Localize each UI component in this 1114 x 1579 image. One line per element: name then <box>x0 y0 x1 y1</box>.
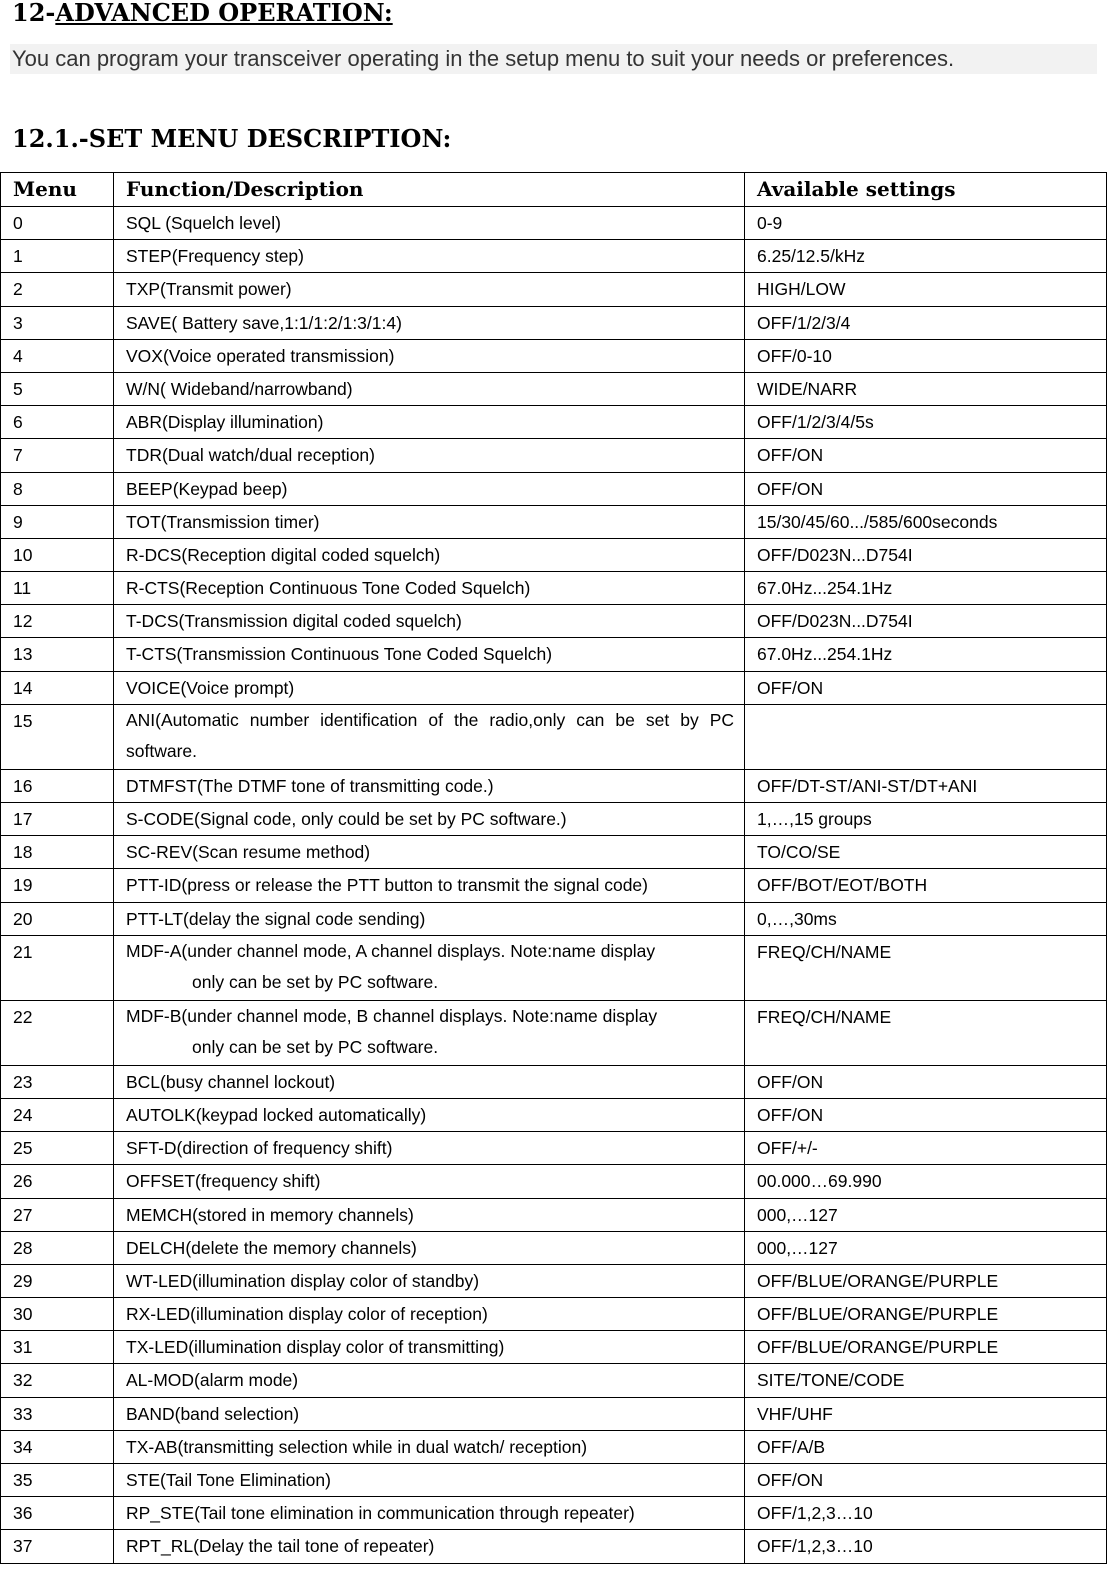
header-available-settings: Available settings <box>745 173 1107 207</box>
cell-menu-number: 20 <box>1 902 114 935</box>
cell-menu-number: 9 <box>1 505 114 538</box>
cell-available-settings: SITE/TONE/CODE <box>745 1364 1107 1397</box>
cell-available-settings: OFF/1,2,3…10 <box>745 1497 1107 1530</box>
cell-available-settings: 67.0Hz...254.1Hz <box>745 638 1107 671</box>
cell-function-description: WT-LED(illumination display color of standby) <box>114 1264 745 1297</box>
cell-available-settings: OFF/BLUE/ORANGE/PURPLE <box>745 1298 1107 1331</box>
cell-function-description: BAND(band selection) <box>114 1397 745 1430</box>
cell-function-description: AL-MOD(alarm mode) <box>114 1364 745 1397</box>
cell-menu-number: 33 <box>1 1397 114 1430</box>
cell-function-description: BCL(busy channel lockout) <box>114 1065 745 1098</box>
cell-available-settings: 6.25/12.5/kHz <box>745 240 1107 273</box>
cell-available-settings: 15/30/45/60.../585/600seconds <box>745 505 1107 538</box>
table-row <box>1 704 1107 769</box>
cell-menu-number: 14 <box>1 671 114 704</box>
cell-available-settings: 00.000…69.990 <box>745 1165 1107 1198</box>
table-row <box>1 1132 1107 1165</box>
cell-available-settings: OFF/ON <box>745 439 1107 472</box>
cell-function-description: TDR(Dual watch/dual reception) <box>114 439 745 472</box>
table-row <box>1 406 1107 439</box>
table-row <box>1 1098 1107 1131</box>
cell-function-description: OFFSET(frequency shift) <box>114 1165 745 1198</box>
table-row <box>1 472 1107 505</box>
cell-function-description: BEEP(Keypad beep) <box>114 472 745 505</box>
description-line: MDF-B(under channel mode, B channel displays. Note:name display <box>126 1005 658 1026</box>
cell-function-description: PTT-LT(delay the signal code sending) <box>114 902 745 935</box>
table-row <box>1 803 1107 836</box>
cell-function-description: RPT_RL(Delay the tail tone of repeater) <box>114 1530 745 1563</box>
table-row <box>1 572 1107 605</box>
cell-menu-number: 11 <box>1 572 114 605</box>
section-heading <box>12 0 393 26</box>
cell-available-settings: OFF/1/2/3/4 <box>745 306 1107 339</box>
cell-function-description: TXP(Transmit power) <box>114 273 745 306</box>
cell-function-description: TX-LED(illumination display color of transmitting) <box>114 1331 745 1364</box>
table-row <box>1 339 1107 372</box>
cell-function-description: VOX(Voice operated transmission) <box>114 339 745 372</box>
cell-menu-number: 27 <box>1 1198 114 1231</box>
cell-function-description: STE(Tail Tone Elimination) <box>114 1464 745 1497</box>
cell-menu-number: 0 <box>1 207 114 240</box>
cell-menu-number: 8 <box>1 472 114 505</box>
cell-available-settings: OFF/BLUE/ORANGE/PURPLE <box>745 1264 1107 1297</box>
table-row <box>1 1497 1107 1530</box>
table-row <box>1 1000 1107 1065</box>
cell-available-settings: FREQ/CH/NAME <box>745 1000 1107 1065</box>
cell-menu-number: 36 <box>1 1497 114 1530</box>
header-menu: Menu <box>1 173 114 207</box>
cell-menu-number: 34 <box>1 1430 114 1463</box>
cell-menu-number: 3 <box>1 306 114 339</box>
table-row <box>1 769 1107 802</box>
cell-available-settings: VHF/UHF <box>745 1397 1107 1430</box>
cell-menu-number: 22 <box>1 1000 114 1065</box>
table-row <box>1 372 1107 405</box>
table-row <box>1 605 1107 638</box>
cell-menu-number: 35 <box>1 1464 114 1497</box>
cell-available-settings: OFF/ON <box>745 1464 1107 1497</box>
table-row <box>1 836 1107 869</box>
cell-menu-number: 2 <box>1 273 114 306</box>
cell-available-settings: OFF/D023N...D754I <box>745 538 1107 571</box>
table-row <box>1 1397 1107 1430</box>
cell-menu-number: 24 <box>1 1098 114 1131</box>
table-row <box>1 207 1107 240</box>
header-function-description: Function/Description <box>114 173 745 207</box>
cell-function-description: T-CTS(Transmission Continuous Tone Coded Squelch) <box>114 638 745 671</box>
description-continuation: only can be set by PC software. <box>192 971 439 992</box>
cell-menu-number: 23 <box>1 1065 114 1098</box>
section-number: 12- <box>12 0 56 27</box>
cell-available-settings: WIDE/NARR <box>745 372 1107 405</box>
cell-menu-number: 1 <box>1 240 114 273</box>
table-row <box>1 671 1107 704</box>
cell-function-description: S-CODE(Signal code, only could be set by PC software.) <box>114 803 745 836</box>
table-row <box>1 538 1107 571</box>
cell-available-settings: OFF/DT-ST/ANI-ST/DT+ANI <box>745 769 1107 802</box>
cell-menu-number: 26 <box>1 1165 114 1198</box>
description-continuation: only can be set by PC software. <box>192 1036 439 1057</box>
table-row <box>1 1065 1107 1098</box>
table-row <box>1 273 1107 306</box>
cell-menu-number: 4 <box>1 339 114 372</box>
cell-available-settings: 0-9 <box>745 207 1107 240</box>
cell-function-description: STEP(Frequency step) <box>114 240 745 273</box>
cell-function-description: TOT(Transmission timer) <box>114 505 745 538</box>
cell-menu-number: 19 <box>1 869 114 902</box>
cell-function-description: ABR(Display illumination) <box>114 406 745 439</box>
cell-available-settings: TO/CO/SE <box>745 836 1107 869</box>
table-row <box>1 1264 1107 1297</box>
cell-menu-number: 18 <box>1 836 114 869</box>
cell-available-settings: OFF/1/2/3/4/5s <box>745 406 1107 439</box>
cell-menu-number: 31 <box>1 1331 114 1364</box>
cell-function-description: W/N( Wideband/narrowband) <box>114 372 745 405</box>
cell-function-description <box>114 1000 745 1065</box>
table-row <box>1 1464 1107 1497</box>
cell-function-description: RP_STE(Tail tone elimination in communication through repeater) <box>114 1497 745 1530</box>
cell-available-settings: 67.0Hz...254.1Hz <box>745 572 1107 605</box>
cell-available-settings: OFF/0-10 <box>745 339 1107 372</box>
cell-menu-number: 25 <box>1 1132 114 1165</box>
cell-available-settings: OFF/BOT/EOT/BOTH <box>745 869 1107 902</box>
table-row <box>1 439 1107 472</box>
cell-available-settings: HIGH/LOW <box>745 273 1107 306</box>
table-row <box>1 902 1107 935</box>
section-title: ADVANCED OPERATION: <box>55 0 393 27</box>
cell-menu-number: 21 <box>1 935 114 1000</box>
cell-menu-number: 28 <box>1 1231 114 1264</box>
cell-available-settings: 000,…127 <box>745 1198 1107 1231</box>
cell-menu-number: 6 <box>1 406 114 439</box>
cell-available-settings: OFF/D023N...D754I <box>745 605 1107 638</box>
table-row <box>1 1165 1107 1198</box>
cell-menu-number: 17 <box>1 803 114 836</box>
cell-available-settings: OFF/A/B <box>745 1430 1107 1463</box>
cell-function-description: MEMCH(stored in memory channels) <box>114 1198 745 1231</box>
table-row <box>1 935 1107 1000</box>
cell-available-settings: OFF/BLUE/ORANGE/PURPLE <box>745 1331 1107 1364</box>
cell-available-settings: 0,…,30ms <box>745 902 1107 935</box>
cell-available-settings: OFF/ON <box>745 1098 1107 1131</box>
description-line: MDF-A(under channel mode, A channel displays. Note:name display <box>126 940 656 961</box>
cell-menu-number: 37 <box>1 1530 114 1563</box>
table-row <box>1 1298 1107 1331</box>
table-row <box>1 1231 1107 1264</box>
cell-function-description: TX-AB(transmitting selection while in dual watch/ reception) <box>114 1430 745 1463</box>
table-row <box>1 1430 1107 1463</box>
cell-menu-number: 30 <box>1 1298 114 1331</box>
cell-available-settings: FREQ/CH/NAME <box>745 935 1107 1000</box>
cell-available-settings: OFF/+/- <box>745 1132 1107 1165</box>
cell-available-settings: 000,…127 <box>745 1231 1107 1264</box>
intro-text: You can program your transceiver operating in the setup menu to suit your needs or preferences. <box>10 44 1097 74</box>
cell-available-settings: OFF/1,2,3…10 <box>745 1530 1107 1563</box>
cell-function-description: SFT-D(direction of frequency shift) <box>114 1132 745 1165</box>
table-row <box>1 638 1107 671</box>
cell-available-settings: OFF/ON <box>745 1065 1107 1098</box>
table-row <box>1 1331 1107 1364</box>
cell-function-description: SC-REV(Scan resume method) <box>114 836 745 869</box>
cell-available-settings: 1,…,15 groups <box>745 803 1107 836</box>
table-row <box>1 240 1107 273</box>
cell-menu-number: 10 <box>1 538 114 571</box>
cell-menu-number: 7 <box>1 439 114 472</box>
cell-menu-number: 29 <box>1 1264 114 1297</box>
cell-function-description: SQL (Squelch level) <box>114 207 745 240</box>
cell-menu-number: 15 <box>1 704 114 769</box>
cell-function-description: SAVE( Battery save,1:1/1:2/1:3/1:4) <box>114 306 745 339</box>
cell-function-description: PTT-ID(press or release the PTT button to transmit the signal code) <box>114 869 745 902</box>
set-menu-table <box>0 172 1107 1564</box>
cell-function-description: RX-LED(illumination display color of reception) <box>114 1298 745 1331</box>
cell-available-settings: OFF/ON <box>745 472 1107 505</box>
table-row <box>1 1364 1107 1397</box>
table-row <box>1 1530 1107 1563</box>
table-row <box>1 1198 1107 1231</box>
cell-available-settings <box>745 704 1107 769</box>
cell-function-description <box>114 935 745 1000</box>
cell-function-description: R-CTS(Reception Continuous Tone Coded Squelch) <box>114 572 745 605</box>
subsection-heading: 12.1.-SET MENU DESCRIPTION: <box>12 124 452 153</box>
table-header-row <box>1 173 1107 207</box>
cell-available-settings: OFF/ON <box>745 671 1107 704</box>
cell-function-description: VOICE(Voice prompt) <box>114 671 745 704</box>
table-row <box>1 505 1107 538</box>
cell-menu-number: 32 <box>1 1364 114 1397</box>
table-row <box>1 306 1107 339</box>
cell-function-description: DELCH(delete the memory channels) <box>114 1231 745 1264</box>
table-body <box>1 207 1107 1564</box>
cell-menu-number: 12 <box>1 605 114 638</box>
cell-function-description: T-DCS(Transmission digital coded squelch) <box>114 605 745 638</box>
cell-function-description: AUTOLK(keypad locked automatically) <box>114 1098 745 1131</box>
cell-function-description: DTMFST(The DTMF tone of transmitting code.) <box>114 769 745 802</box>
cell-function-description: R-DCS(Reception digital coded squelch) <box>114 538 745 571</box>
cell-function-description: ANI(Automatic number identification of the radio,only can be set by PC software. <box>114 704 745 769</box>
cell-menu-number: 16 <box>1 769 114 802</box>
table-row <box>1 869 1107 902</box>
cell-menu-number: 13 <box>1 638 114 671</box>
cell-menu-number: 5 <box>1 372 114 405</box>
